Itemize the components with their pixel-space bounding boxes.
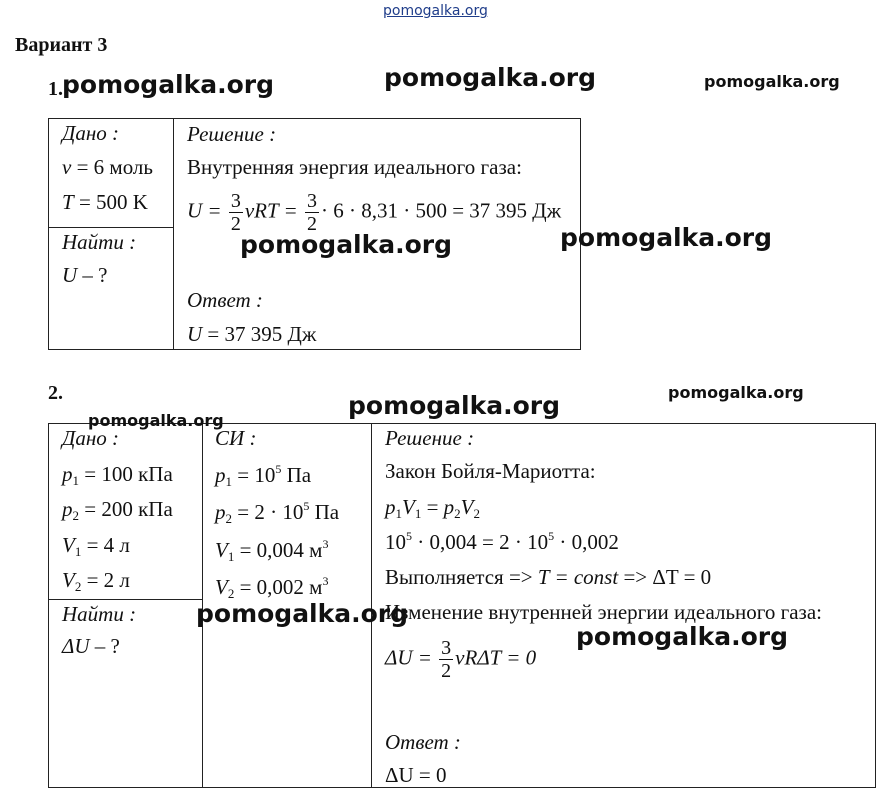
- problem2-given-label: Дано :: [62, 426, 120, 450]
- problem2-given-p2: $p_2 = 200$ кПа: [62, 497, 173, 523]
- problem2-given-v1: $V_1 = 4$ л: [62, 533, 130, 559]
- problem1-solution-label: Решение :: [187, 122, 277, 146]
- problem2-equation-2: $10^5 \cdot 0,004 = 2 \cdot 10^5 \cdot 0,002$: [385, 529, 619, 554]
- watermark: pomogalka.org: [704, 72, 840, 91]
- fraction-three-halves: $\frac{3}{2}$: [306, 190, 317, 235]
- problem2-find-value: ΔU – ?: [62, 634, 120, 658]
- problem1-column-divider: [173, 118, 174, 350]
- problem2-given-p1: $p_1 = 100$ кПа: [62, 462, 173, 488]
- problem2-answer-label: Ответ :: [385, 730, 461, 754]
- problem1-given-nu: ν = 6 моль: [62, 155, 153, 179]
- watermark: pomogalka.org: [196, 599, 409, 628]
- problem1-given-temperature: T = 500 K: [62, 190, 148, 214]
- problem2-given-divider: [48, 599, 203, 600]
- problem1-answer-label: Ответ :: [187, 288, 263, 312]
- watermark: pomogalka.org: [576, 622, 789, 651]
- problem2-si-p1: $p_1 = 10^5$ Па: [215, 462, 312, 489]
- problem1-formula: U = $\frac{3}{2}$ νRT = $\frac{3}{2}$ · 6 · 8,31 · 500 = 37 395 Дж: [187, 190, 562, 235]
- fraction-three-halves: $\frac{3}{2}$: [441, 637, 452, 682]
- problem2-si-label: СИ :: [215, 426, 257, 450]
- fraction-three-halves: $\frac{3}{2}$: [230, 190, 241, 235]
- watermark: pomogalka.org: [384, 63, 597, 92]
- problem2-internal-text: Изменение внутренней энергии идеального газа:: [385, 600, 823, 624]
- site-link[interactable]: pomogalka.org: [383, 3, 488, 19]
- problem2-number: 2.: [48, 382, 63, 404]
- variant-title: Вариант 3: [15, 34, 108, 56]
- watermark: pomogalka.org: [668, 383, 804, 402]
- problem1-solution-text: Внутренняя энергия идеального газа:: [187, 155, 522, 179]
- watermark: pomogalka.org: [240, 230, 453, 259]
- problem2-holds: Выполняется => T = const => ΔT = 0: [385, 565, 712, 589]
- problem1-find-label: Найти :: [62, 230, 137, 254]
- problem2-answer-value: ΔU = 0: [385, 763, 447, 787]
- problem2-equation-1: $p_1V_1 = p_2V_2$: [385, 495, 480, 521]
- problem2-find-label: Найти :: [62, 602, 137, 626]
- watermark: pomogalka.org: [560, 223, 773, 252]
- problem2-solution-label: Решение :: [385, 426, 475, 450]
- problem2-si-p2: $p_2 = 2 \cdot 10^5$ Па: [215, 499, 340, 526]
- problem2-si-v1: $V_1 = 0,004$ $м^3$: [215, 537, 329, 564]
- problem2-si-v2: $V_2 = 0,002$ $м^3$: [215, 574, 329, 601]
- problem2-formula: ΔU = $\frac{3}{2}$ νRΔT = 0: [385, 637, 537, 682]
- problem1-given-label: Дано :: [62, 121, 120, 145]
- problem1-given-divider: [48, 227, 174, 228]
- problem1-number: 1.: [48, 78, 63, 100]
- problem1-find-value: U – ?: [62, 263, 108, 287]
- watermark: pomogalka.org: [62, 70, 275, 99]
- problem1-answer-value: U = 37 395 Дж: [187, 322, 317, 346]
- watermark: pomogalka.org: [348, 391, 561, 420]
- watermark: pomogalka.org: [88, 411, 224, 430]
- problem2-given-v2: $V_2 = 2$ л: [62, 568, 130, 594]
- problem2-law: Закон Бойля-Мариотта:: [385, 459, 596, 483]
